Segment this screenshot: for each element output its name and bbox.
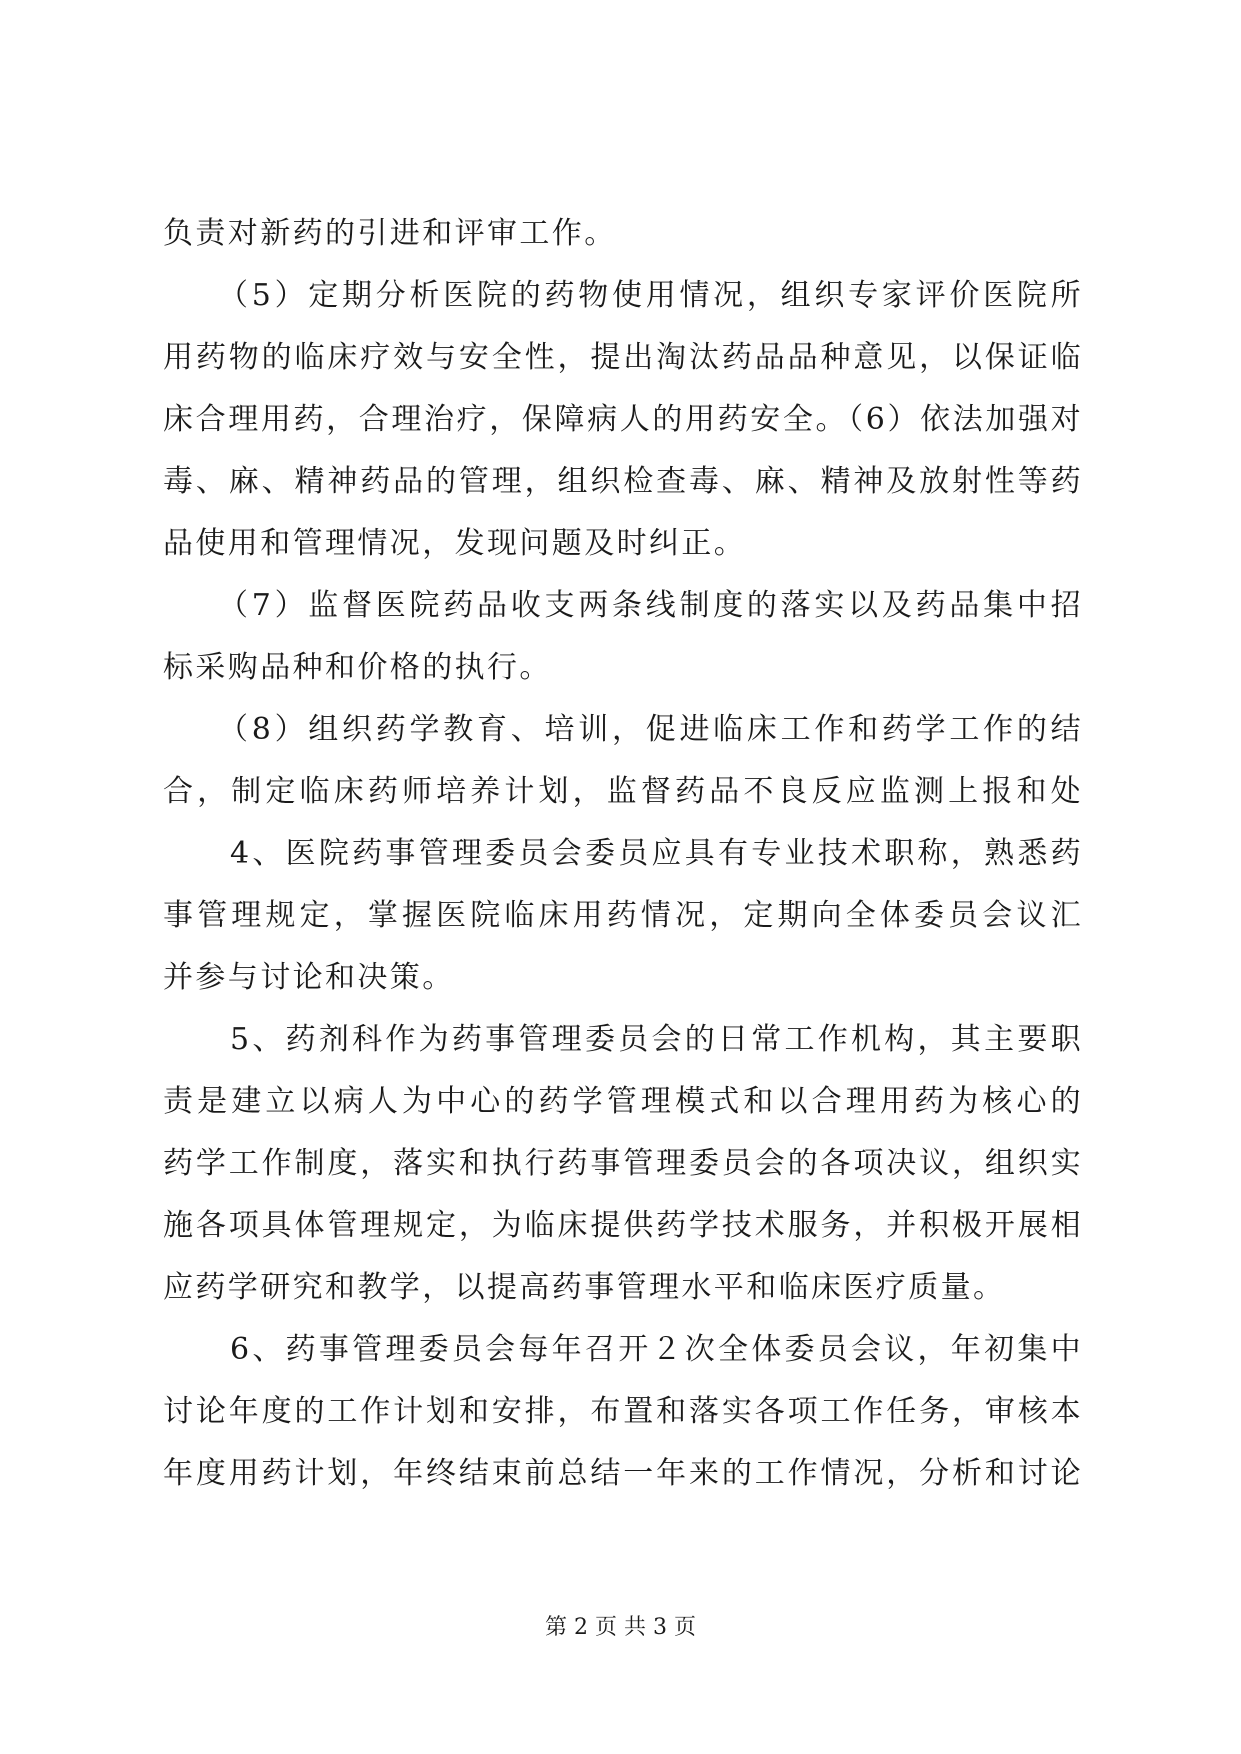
text-line-17: 施各项具体管理规定，为临床提供药学技术服务，并积极开展相 [163, 1208, 1083, 1243]
text-line-16: 药学工作制度，落实和执行药事管理委员会的各项决议，组织实 [163, 1146, 1083, 1181]
text-line-6: 品使用和管理情况，发现问题及时纠正。 [163, 526, 747, 561]
text-line-9: （8）组织药学教育、培训，促进临床工作和药学工作的结 [218, 712, 1083, 747]
text-line-3: 用药物的临床疗效与安全性，提出淘汰药品品种意见，以保证临 [163, 340, 1083, 375]
text-line-14: 5、药剂科作为药事管理委员会的日常工作机构，其主要职 [230, 1022, 1083, 1057]
text-line-7: （7）监督医院药品收支两条线制度的落实以及药品集中招 [218, 588, 1083, 623]
text-line-11: 4、医院药事管理委员会委员应具有专业技术职称，熟悉药 [230, 836, 1083, 871]
text-line-15: 责是建立以病人为中心的药学管理模式和以合理用药为核心的 [163, 1084, 1083, 1119]
text-line-5: 毒、麻、精神药品的管理，组织检查毒、麻、精神及放射性等药 [163, 464, 1083, 499]
text-line-21: 年度用药计划，年终结束前总结一年来的工作情况，分析和讨论 [163, 1456, 1083, 1491]
text-line-20: 讨论年度的工作计划和安排，布置和落实各项工作任务，审核本 [163, 1394, 1083, 1429]
text-line-12: 事管理规定，掌握医院临床用药情况，定期向全体委员会议汇 [163, 898, 1083, 933]
text-line-18: 应药学研究和教学，以提高药事管理水平和临床医疗质量。 [163, 1270, 1006, 1305]
text-line-19: 6、药事管理委员会每年召开２次全体委员会议，年初集中 [230, 1332, 1083, 1367]
text-line-8: 标采购品种和价格的执行。 [163, 650, 552, 685]
page-number-footer: 第 2 页 共 3 页 [545, 1615, 696, 1640]
text-line-10: 合，制定临床药师培养计划，监督药品不良反应监测上报和处 [163, 774, 1083, 809]
text-line-2: （5）定期分析医院的药物使用情况，组织专家评价医院所 [218, 278, 1083, 313]
text-line-4: 床合理用药，合理治疗，保障病人的用药安全。（6）依法加强对 [163, 402, 1083, 437]
text-line-13: 并参与讨论和决策。 [163, 960, 455, 995]
text-line-1: 负责对新药的引进和评审工作。 [163, 216, 617, 251]
